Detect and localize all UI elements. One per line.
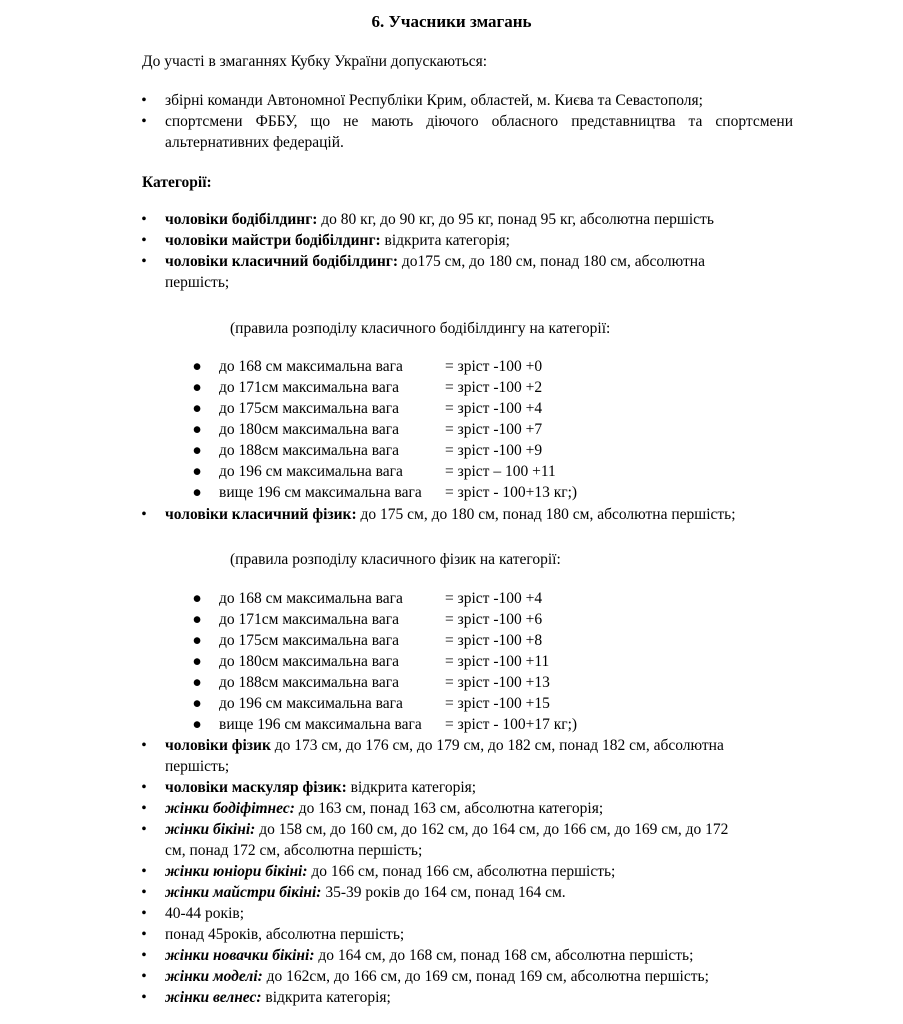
category-details: до 80 кг, до 90 кг, до 95 кг, понад 95 кг, абсолютна першість	[317, 211, 714, 228]
category-name: жінки бодіфітнес:	[165, 800, 295, 817]
classic-bb-rules-note: (правила розподілу класичного бодібілдингу на категорії:	[230, 320, 611, 337]
bullet: ●	[192, 358, 202, 375]
bullet: •	[141, 113, 147, 130]
category-item	[165, 989, 391, 1007]
rule-height: до 171см максимальна вага	[219, 379, 400, 396]
bullet: •	[141, 253, 147, 270]
category-details: відкрита категорія;	[346, 779, 477, 796]
rule-formula: = зріст -100 +15	[445, 695, 550, 712]
category-details: до 158 см, до 160 см, до 162 см, до 164 см, до 166 см, до 169 см, до 172	[255, 821, 729, 838]
category-item	[165, 737, 724, 755]
rule-formula: = зріст -100 +8	[445, 632, 543, 649]
rule-height: до 168 см максимальна вага	[219, 358, 403, 375]
rule-formula: = зріст -100 +6	[445, 611, 543, 628]
category-name: жінки юніори бікіні:	[165, 863, 308, 880]
bullet: •	[141, 232, 147, 249]
rule-formula: = зріст - 100+13 кг;)	[445, 484, 578, 501]
category-item	[165, 968, 709, 986]
category-item	[165, 253, 705, 271]
bullet: ●	[192, 674, 202, 691]
category-details: до175 см, до 180 см, понад 180 см, абсолютна	[398, 253, 705, 270]
bullet: ●	[192, 632, 202, 649]
category-item	[165, 926, 404, 944]
bullet: •	[141, 884, 147, 901]
rule-height: до 175см максимальна вага	[219, 632, 400, 649]
intro-text: До участі в змаганнях Кубку України допускаються:	[142, 53, 488, 70]
category-details: до 162см, до 166 см, до 169 см, понад 169 см, абсолютна першість;	[262, 968, 709, 985]
rule-formula: = зріст -100 +7	[445, 421, 543, 438]
rule-formula: = зріст -100 +2	[445, 379, 543, 396]
category-continuation: першість;	[165, 758, 230, 775]
bullet: •	[141, 947, 147, 964]
bullet: ●	[192, 590, 202, 607]
category-details: до 163 см, понад 163 см, абсолютна категорія;	[294, 800, 604, 817]
rule-formula: = зріст -100 +9	[445, 442, 543, 459]
category-details: до 166 см, понад 166 см, абсолютна першість;	[307, 863, 616, 880]
category-item	[165, 232, 510, 250]
bullet: •	[141, 905, 147, 922]
bullet: •	[141, 506, 147, 523]
rule-formula: = зріст -100 +4	[445, 590, 543, 607]
rule-height: вище 196 см максимальна вага	[219, 484, 422, 501]
bullet: •	[141, 821, 147, 838]
admission-item: спортсмени ФББУ, що не мають діючого обласного представництва та спортсмени	[165, 113, 793, 130]
category-item	[165, 863, 615, 881]
category-name: жінки бікіні:	[165, 821, 256, 838]
rule-formula: = зріст -100 +11	[445, 653, 550, 670]
rule-formula: = зріст -100 +0	[445, 358, 543, 375]
category-details: 40-44 років;	[165, 905, 244, 922]
rule-height: вище 196 см максимальна вага	[219, 716, 422, 733]
admission-item: збірні команди Автономної Республіки Крим, областей, м. Києва та Севастополя;	[165, 92, 703, 109]
bullet: ●	[192, 400, 202, 417]
rule-formula: = зріст -100 +13	[445, 674, 550, 691]
categories-heading: Категорії:	[142, 174, 212, 191]
bullet: ●	[192, 716, 202, 733]
bullet: ●	[192, 463, 202, 480]
category-item	[165, 779, 476, 797]
category-details: до 173 см, до 176 см, до 179 см, до 182 см, понад 182 см, абсолютна	[270, 737, 724, 754]
bullet: ●	[192, 695, 202, 712]
category-name: чоловіки маскуляр фізик:	[165, 779, 347, 796]
category-details: до 164 см, до 168 см, понад 168 см, абсолютна першість;	[314, 947, 694, 964]
bullet: •	[141, 989, 147, 1006]
category-item	[165, 821, 728, 839]
category-details: 35-39 років до 164 см, понад 164 см.	[321, 884, 566, 901]
category-item	[165, 947, 693, 965]
category-continuation: першість;	[165, 274, 230, 291]
rule-height: до 180см максимальна вага	[219, 421, 400, 438]
rule-height: до 196 см максимальна вага	[219, 463, 403, 480]
category-item	[165, 211, 714, 229]
rule-height: до 188см максимальна вага	[219, 674, 400, 691]
bullet: ●	[192, 442, 202, 459]
bullet: •	[141, 211, 147, 228]
category-item	[165, 800, 603, 818]
category-name: жінки новачки бікіні:	[165, 947, 315, 964]
rule-formula: = зріст - 100+17 кг;)	[445, 716, 578, 733]
category-details: до 175 см, до 180 см, понад 180 см, абсолютна першість;	[356, 506, 736, 523]
bullet: •	[141, 737, 147, 754]
category-item	[165, 506, 736, 524]
bullet: ●	[192, 379, 202, 396]
bullet: •	[141, 863, 147, 880]
bullet: ●	[192, 653, 202, 670]
category-name: жінки велнес:	[165, 989, 262, 1006]
rule-height: до 196 см максимальна вага	[219, 695, 403, 712]
rule-formula: = зріст – 100 +11	[445, 463, 556, 480]
section-title: 6. Учасники змагань	[371, 12, 532, 31]
bullet: ●	[192, 484, 202, 501]
category-details: понад 45років, абсолютна першість;	[165, 926, 405, 943]
category-name: жінки моделі:	[165, 968, 263, 985]
bullet: ●	[192, 611, 202, 628]
category-item	[165, 905, 244, 923]
classic-physique-rules-note: (правила розподілу класичного фізик на категорії:	[230, 551, 561, 568]
rule-height: до 171см максимальна вага	[219, 611, 400, 628]
bullet: •	[141, 92, 147, 109]
bullet: •	[141, 800, 147, 817]
bullet: •	[141, 779, 147, 796]
bullet: ●	[192, 421, 202, 438]
category-item	[165, 884, 566, 902]
bullet: •	[141, 968, 147, 985]
rule-height: до 168 см максимальна вага	[219, 590, 403, 607]
rule-height: до 188см максимальна вага	[219, 442, 400, 459]
category-name: чоловіки бодібілдинг:	[165, 211, 318, 228]
category-details: відкрита категорія;	[380, 232, 510, 249]
category-name: чоловіки майстри бодібілдинг:	[165, 232, 381, 249]
category-name: чоловіки фізик	[165, 737, 271, 754]
admission-item-continuation: альтернативних федерацій.	[165, 134, 344, 151]
category-name: чоловіки класичний бодібілдинг:	[165, 253, 399, 270]
category-name: жінки майстри бікіні:	[165, 884, 322, 901]
category-details: відкрита категорія;	[261, 989, 391, 1006]
rule-height: до 180см максимальна вага	[219, 653, 400, 670]
rule-formula: = зріст -100 +4	[445, 400, 543, 417]
bullet: •	[141, 926, 147, 943]
category-name: чоловіки класичний фізик:	[165, 506, 357, 523]
category-continuation: см, понад 172 см, абсолютна першість;	[165, 842, 423, 859]
rule-height: до 175см максимальна вага	[219, 400, 400, 417]
